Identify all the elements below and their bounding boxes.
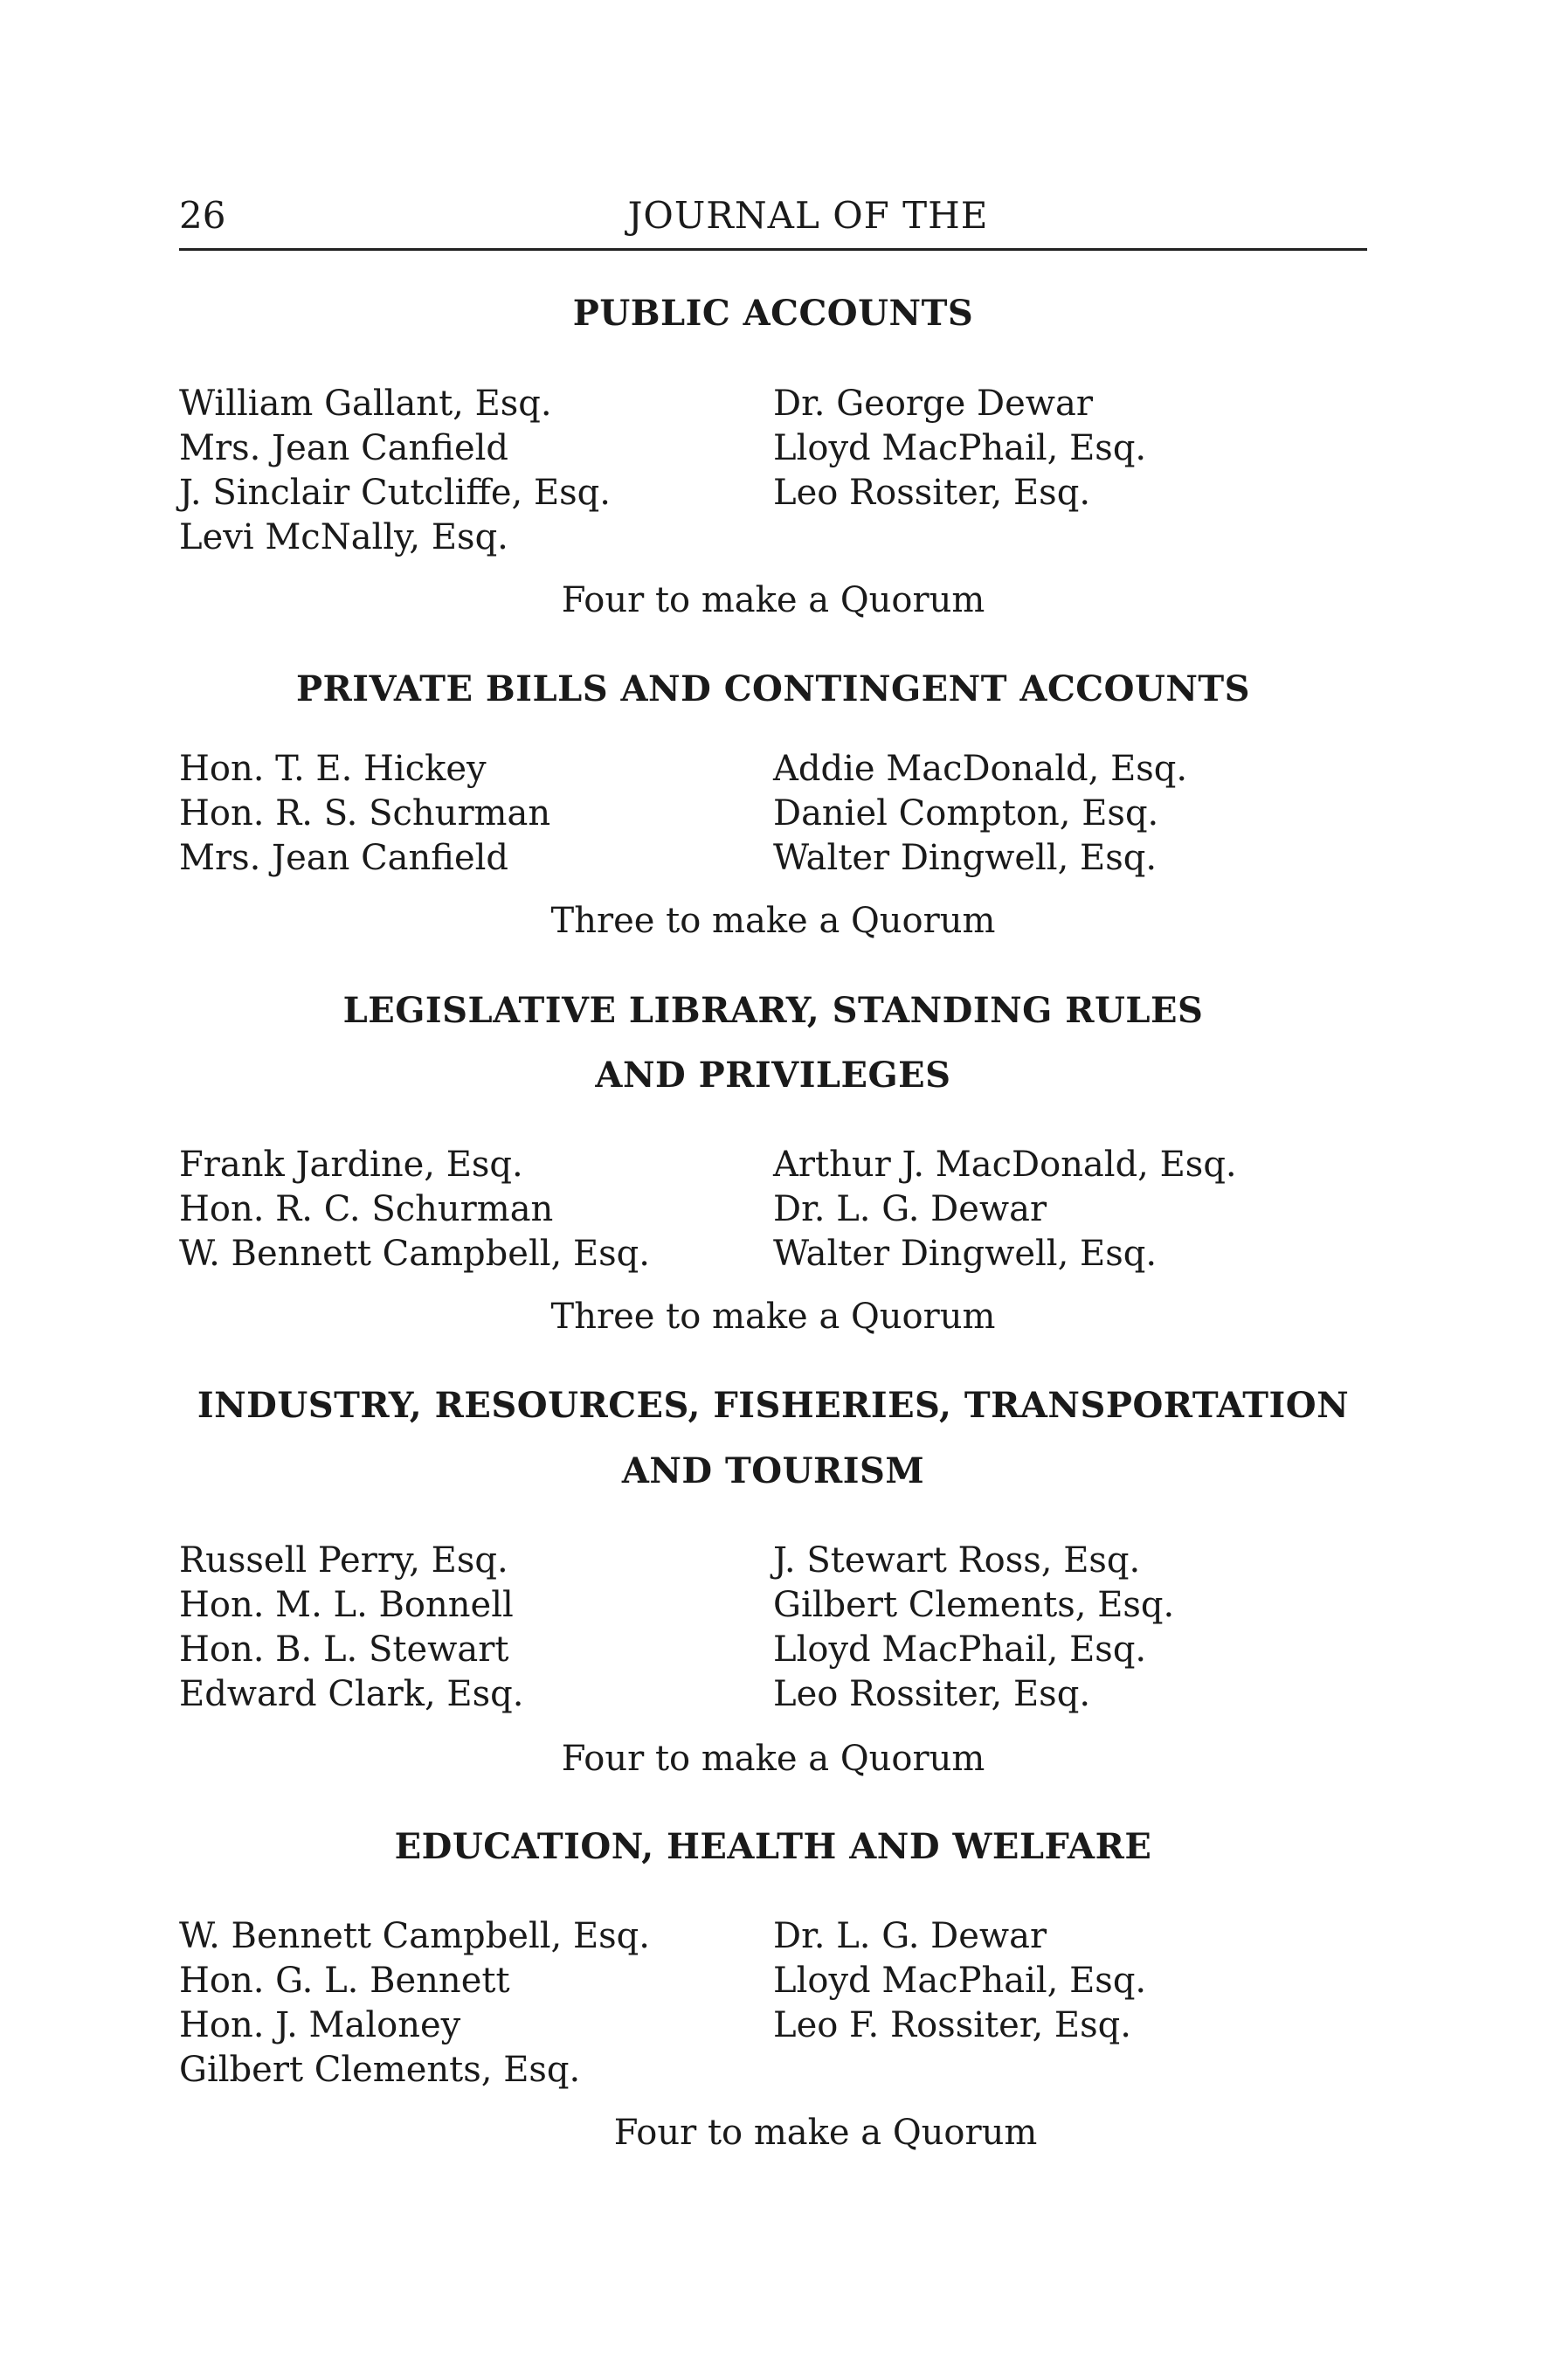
member-name: Dr. L. G. Dewar <box>773 1189 1047 1229</box>
committee-title-continued: AND TOURISM <box>621 1450 925 1491</box>
committee-title: INDUSTRY, RESOURCES, FISHERIES, TRANSPORTATION <box>197 1385 1350 1426</box>
member-name: Dr. George Dewar <box>773 384 1093 424</box>
member-list-right <box>773 1539 1174 1717</box>
member-name: Leo Rossiter, Esq. <box>773 1674 1091 1714</box>
member-list-left <box>179 1143 650 1276</box>
member-list-right <box>773 382 1146 515</box>
member-list-left <box>179 1914 650 2093</box>
member-name: Hon. R. C. Schurman <box>179 1189 554 1229</box>
member-name: Lloyd MacPhail, Esq. <box>773 428 1147 468</box>
member-name: Leo Rossiter, Esq. <box>773 473 1091 513</box>
member-name: Lloyd MacPhail, Esq. <box>773 1961 1147 2001</box>
member-name: Frank Jardine, Esq. <box>179 1145 523 1185</box>
member-name: Hon. M. L. Bonnell <box>179 1585 514 1625</box>
member-name: Leo F. Rossiter, Esq. <box>773 2005 1131 2045</box>
member-list-left <box>179 747 550 881</box>
quorum-note: Four to make a Quorum <box>561 1739 985 1779</box>
quorum-note: Four to make a Quorum <box>561 580 985 620</box>
member-name: Hon. J. Maloney <box>179 2005 461 2045</box>
member-name: Edward Clark, Esq. <box>179 1674 524 1714</box>
member-name: Russell Perry, Esq. <box>179 1540 508 1581</box>
member-name: W. Bennett Campbell, Esq. <box>179 1916 651 1956</box>
member-name: Arthur J. MacDonald, Esq. <box>773 1145 1237 1185</box>
member-name: Walter Dingwell, Esq. <box>773 1234 1158 1274</box>
member-name: Levi McNally, Esq. <box>179 517 508 557</box>
member-list-left <box>179 382 611 560</box>
quorum-note: Three to make a Quorum <box>550 1297 996 1337</box>
member-name: Dr. L. G. Dewar <box>773 1916 1047 1956</box>
member-name: Gilbert Clements, Esq. <box>179 2050 581 2090</box>
page-number: 26 <box>179 194 226 237</box>
member-name: Hon. G. L. Bennett <box>179 1961 510 2001</box>
member-name: Mrs. Jean Canfield <box>179 838 509 878</box>
committee-title: EDUCATION, HEALTH AND WELFARE <box>394 1826 1152 1867</box>
member-list-left <box>179 1539 523 1717</box>
quorum-note: Three to make a Quorum <box>550 901 996 941</box>
committee-title: LEGISLATIVE LIBRARY, STANDING RULES <box>342 990 1204 1031</box>
member-name: William Gallant, Esq. <box>179 384 552 424</box>
member-name: Walter Dingwell, Esq. <box>773 838 1158 878</box>
page-header <box>179 194 1367 251</box>
member-name: Daniel Compton, Esq. <box>773 793 1159 834</box>
member-name: Mrs. Jean Canfield <box>179 428 509 468</box>
running-head: JOURNAL OF THE <box>627 194 989 237</box>
committee-title: PUBLIC ACCOUNTS <box>572 293 974 334</box>
member-name: Addie MacDonald, Esq. <box>773 749 1188 789</box>
member-name: Hon. T. E. Hickey <box>179 749 487 789</box>
member-name: Hon. R. S. Schurman <box>179 793 551 834</box>
member-name: Gilbert Clements, Esq. <box>773 1585 1175 1625</box>
committee-title-continued: AND PRIVILEGES <box>595 1055 951 1096</box>
member-name: J. Stewart Ross, Esq. <box>773 1540 1141 1581</box>
member-name: Lloyd MacPhail, Esq. <box>773 1629 1147 1670</box>
member-name: J. Sinclair Cutcliffe, Esq. <box>179 473 611 513</box>
member-list-right <box>773 1914 1146 2048</box>
committee-title: PRIVATE BILLS AND CONTINGENT ACCOUNTS <box>295 668 1251 709</box>
member-name: Hon. B. L. Stewart <box>179 1629 509 1670</box>
member-name: W. Bennett Campbell, Esq. <box>179 1234 651 1274</box>
quorum-note: Four to make a Quorum <box>613 2113 1038 2153</box>
member-list-right <box>773 747 1187 881</box>
member-list-right <box>773 1143 1237 1276</box>
